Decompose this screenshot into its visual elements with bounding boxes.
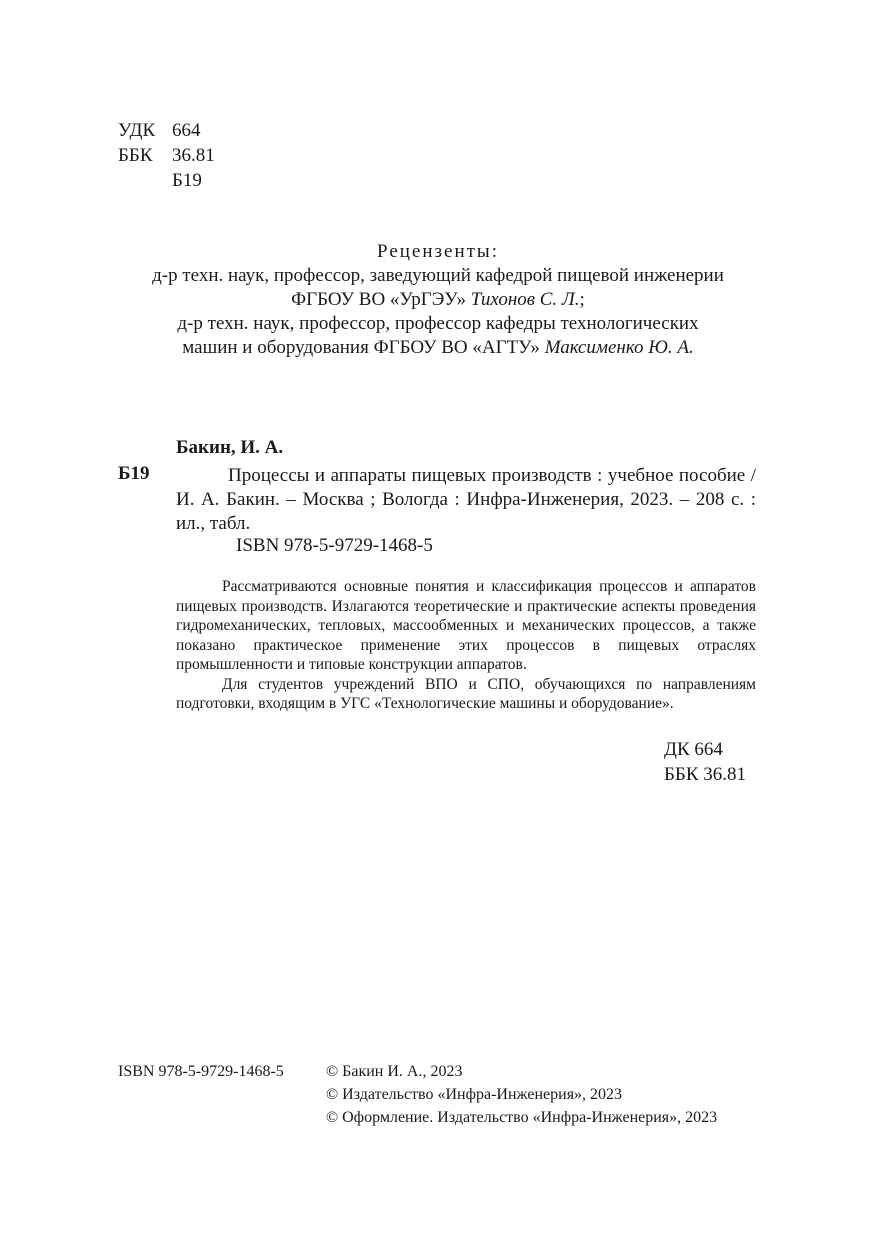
abstract-block xyxy=(176,577,756,714)
abstract-paragraph-1: Рассматриваются основные понятия и классификация процессов и аппаратов пищевых производств. Излагаются теоретические и практические аспекты проведения гидромеханических, тепловых, массообменных и механических процессов, а также показано практическое применение этих процессов в пищевых отраслях промышленности и типовые конструкции аппаратов. xyxy=(176,578,756,673)
copyright-publisher: © Издательство «Инфра-Инженерия», 2023 xyxy=(326,1086,623,1103)
right-classification xyxy=(664,737,746,787)
author-mark-value: Б19 xyxy=(172,170,202,191)
reviewer-2-affiliation: машин и оборудования ФГБОУ ВО «АГТУ» xyxy=(182,337,540,358)
bbk-value: 36.81 xyxy=(172,145,215,166)
udk-line xyxy=(118,118,201,144)
reviewers-block xyxy=(118,240,758,360)
reviewer-1-name: Тихонов С. Л. xyxy=(470,289,580,310)
abstract-paragraph-2: Для студентов учреждений ВПО и СПО, обучающихся по направлениям подготовки, входящим в УГС «Технологические машины и оборудование». xyxy=(176,675,756,712)
reviewers-heading: Рецензенты: xyxy=(377,241,499,262)
reviewer-1-affiliation: ФГБОУ ВО «УрГЭУ» xyxy=(291,289,466,310)
reviewer-2-line-1: д-р техн. наук, профессор, профессор кафедры технологических xyxy=(177,313,699,334)
reviewer-1-line-1: д-р техн. наук, профессор, заведующий кафедрой пищевой инженерии xyxy=(152,265,724,286)
reviewer-1-line-2 xyxy=(118,288,758,312)
copyright-design: © Оформление. Издательство «Инфра-Инженерия», 2023 xyxy=(326,1109,718,1126)
author-mark xyxy=(172,168,202,194)
udk-value: 664 xyxy=(172,120,201,141)
right-bbk: ББК 36.81 xyxy=(664,764,746,785)
footer-isbn: ISBN 978-5-9729-1468-5 xyxy=(118,1063,284,1080)
reviewer-2-name: Максименко Ю. А. xyxy=(544,337,694,358)
right-udk: ДК 664 xyxy=(664,739,723,760)
copyright-author: © Бакин И. А., 2023 xyxy=(326,1063,463,1080)
book-isbn: ISBN 978-5-9729-1468-5 xyxy=(236,535,433,556)
reviewer-2-line-2 xyxy=(118,336,758,360)
bbk-line xyxy=(118,143,215,169)
reviewer-1-separator: ; xyxy=(579,289,585,310)
bibliographic-description: Процессы и аппараты пищевых производств : учебное пособие / И. А. Бакин. – Москва ; Вологда : Инфра-Инженерия, 2023. – 208 с. : ил., табл. xyxy=(176,465,756,534)
book-cipher: Б19 xyxy=(118,463,150,484)
book-author: Бакин, И. А. xyxy=(176,437,284,458)
bbk-label: ББК xyxy=(118,145,153,166)
udk-label: УДК xyxy=(118,120,156,141)
